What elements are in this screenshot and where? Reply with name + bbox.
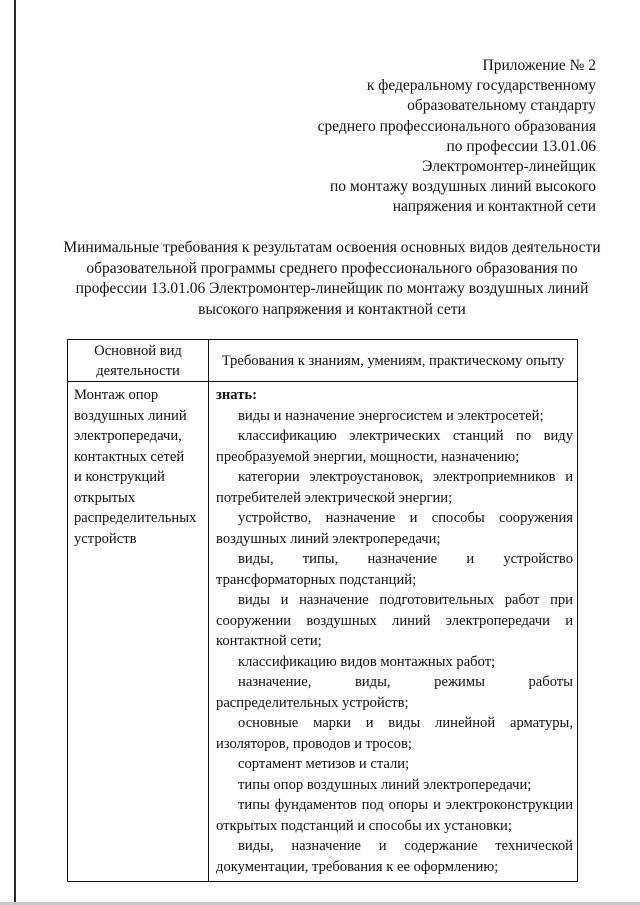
req-line: типы фундаментов под опоры и электроконструкции (238, 797, 573, 813)
req-line: трансформаторных подстанций; (216, 571, 417, 588)
req-line: потребителей электрической энергии; (216, 489, 453, 506)
title-line: Минимальные требования к результатам освоения основных видов деятельности (63, 239, 601, 256)
activity-line: электропередачи, (74, 428, 182, 444)
req-line: сооружении воздушных линий электропередачи и (216, 612, 573, 629)
req-line: виды, типы, назначение и устройство (238, 551, 573, 567)
activity-line: устройств (74, 530, 137, 547)
header-requirements: Требования к знаниям, умениям, практическому опыту (209, 340, 578, 382)
req-line: изоляторов, проводов и тросов; (216, 735, 412, 752)
appendix-line: образовательному стандарту (407, 97, 596, 115)
activity-line: Монтаж опор (74, 387, 159, 403)
title-line: профессии 13.01.06 Электромонтер-линейщик по монтажу воздушных линий (75, 280, 589, 297)
appendix-header (318, 56, 596, 218)
document-title (48, 238, 616, 320)
appendix-line: напряжения и контактной сети (392, 198, 596, 216)
appendix-line: по монтажу воздушных линий высокого (329, 178, 596, 196)
req-line: устройство, назначение и способы сооружения (238, 510, 573, 526)
table-row (68, 382, 578, 882)
req-line: контактной сети; (216, 633, 322, 649)
table-header-row (68, 340, 578, 382)
req-line: открытых подстанций и способы их установки; (216, 817, 512, 834)
activity-line: воздушных линий (74, 407, 187, 424)
req-line: типы опор воздушных линий электропередачи; (238, 776, 532, 793)
activity-line: открытых (74, 489, 136, 506)
header-activity-line1: Основной вид (94, 343, 182, 359)
activity-line: и конструкций (74, 469, 165, 485)
know-label: знать: (216, 387, 257, 403)
req-line: сортамент метизов и стали; (238, 756, 410, 772)
req-line: распределительных устройств; (216, 694, 409, 711)
page-edge (14, 0, 16, 905)
appendix-line: Электромонтер-линейщик (422, 158, 596, 176)
req-line: категории электроустановок, электроприемников и (238, 469, 573, 485)
req-line: классификацию видов монтажных работ; (238, 653, 496, 670)
header-activity-line2: деятельности (96, 363, 180, 379)
requirements-table (67, 339, 578, 882)
req-line: виды и назначение энергосистем и электросетей; (238, 407, 544, 424)
req-line: воздушных линий электропередачи; (216, 530, 441, 547)
req-line: назначение, виды, режимы работы (238, 674, 573, 690)
req-line: документации, требования к ее оформлению; (216, 858, 499, 875)
req-line: основные марки и виды линейной арматуры, (238, 715, 573, 731)
title-line: образовательной программы среднего профессионального образования по (86, 259, 578, 277)
activity-cell (68, 382, 209, 882)
req-line: классификацию электрических станций по виду (238, 428, 573, 444)
header-activity (68, 340, 209, 382)
title-line: высокого напряжения и контактной сети (198, 300, 466, 318)
appendix-line: среднего профессионального образования (317, 117, 596, 135)
req-line: виды и назначение подготовительных работ при (238, 592, 573, 608)
req-line: виды, назначение и содержание технической (238, 838, 573, 854)
activity-line: распределительных (74, 510, 197, 526)
appendix-line: к федеральному государственному (366, 77, 596, 95)
requirements-cell (209, 382, 578, 882)
appendix-line: по профессии 13.01.06 (446, 137, 596, 155)
appendix-line: Приложение № 2 (482, 57, 596, 74)
req-line: преобразуемой энергии, мощности, назначению; (216, 448, 520, 465)
activity-line: контактных сетей (74, 448, 185, 465)
